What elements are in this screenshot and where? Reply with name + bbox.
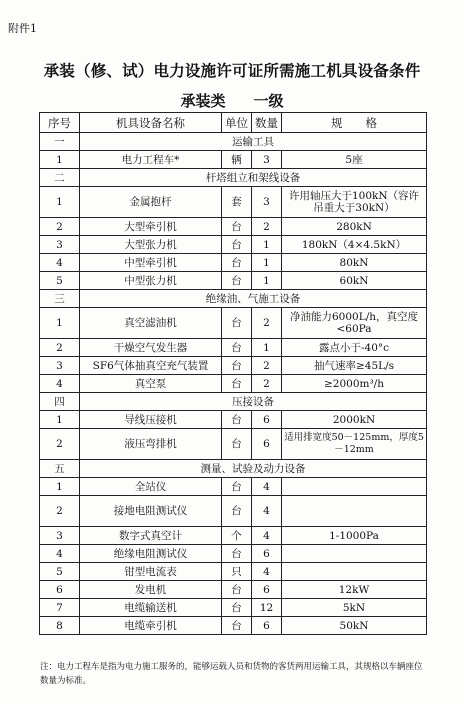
- section-row: [40, 133, 427, 151]
- cell-qty: 1: [252, 272, 282, 290]
- cell-name: 全站仪: [80, 478, 222, 496]
- cell-qty: 2: [252, 218, 282, 236]
- cell-spec: ≥2000m³/h: [282, 375, 427, 393]
- table-row: [40, 187, 427, 218]
- table-row: [40, 308, 427, 339]
- cell-unit: 台: [222, 236, 252, 254]
- cell-spec: [282, 563, 427, 581]
- cell-name: 数字式真空计: [80, 527, 222, 545]
- table-row: [40, 254, 427, 272]
- cell-name: 电缆牵引机: [80, 617, 222, 635]
- cell-spec: 1-1000Pa: [282, 527, 427, 545]
- cell-no: 1: [40, 187, 80, 218]
- cell-no: 4: [40, 545, 80, 563]
- cell-name: 绝缘电阻测试仪: [80, 545, 222, 563]
- cell-unit: 台: [222, 339, 252, 357]
- cell-qty: 2: [252, 357, 282, 375]
- cell-spec: 280kN: [282, 218, 427, 236]
- cell-name: 电缆输送机: [80, 599, 222, 617]
- cell-name: 干燥空气发生器: [80, 339, 222, 357]
- cell-spec: [282, 496, 427, 527]
- section-row: [40, 169, 427, 187]
- cell-name: 电力工程车*: [80, 151, 222, 169]
- cell-name: 接地电阻测试仪: [80, 496, 222, 527]
- footnote: 注：电力工程车是指为电力施工服务的，能够运载人员和货物的客货两用运输工具，其规格以车辆座位数量为标准。: [40, 662, 423, 686]
- cell-spec: [282, 478, 427, 496]
- header-no: 序号: [40, 113, 80, 133]
- section-title: 绝缘油、气施工设备: [80, 290, 427, 308]
- section-number: 五: [40, 460, 80, 478]
- cell-unit: 台: [222, 581, 252, 599]
- section-row: [40, 460, 427, 478]
- cell-no: 1: [40, 308, 80, 339]
- category-label: 承装类: [180, 92, 226, 110]
- section-title: 测量、试验及动力设备: [80, 460, 427, 478]
- cell-unit: 辆: [222, 151, 252, 169]
- level-label: 一级: [253, 92, 284, 110]
- cell-qty: 4: [252, 527, 282, 545]
- section-number: 二: [40, 169, 80, 187]
- cell-spec: 60kN: [282, 272, 427, 290]
- cell-no: 2: [40, 339, 80, 357]
- document-subtitle: [0, 90, 464, 111]
- cell-qty: 2: [252, 308, 282, 339]
- table-row: [40, 429, 427, 460]
- cell-unit: 台: [222, 375, 252, 393]
- section-row: [40, 290, 427, 308]
- table-row: [40, 272, 427, 290]
- cell-no: 2: [40, 218, 80, 236]
- section-number: 三: [40, 290, 80, 308]
- cell-spec: 适用排宽度50－125mm，厚度5－12mm: [282, 429, 427, 460]
- cell-no: 8: [40, 617, 80, 635]
- cell-spec: 露点小于-40°c: [282, 339, 427, 357]
- section-number: 一: [40, 133, 80, 151]
- header-unit: 单位: [222, 113, 252, 133]
- table-row: [40, 496, 427, 527]
- table-row: [40, 545, 427, 563]
- cell-no: 2: [40, 496, 80, 527]
- section-title: 杆塔组立和架线设备: [80, 169, 427, 187]
- cell-qty: 4: [252, 563, 282, 581]
- cell-qty: 4: [252, 478, 282, 496]
- cell-spec: 抽气速率≥45L/s: [282, 357, 427, 375]
- cell-no: 1: [40, 478, 80, 496]
- header-row: [40, 113, 427, 133]
- cell-name: 发电机: [80, 581, 222, 599]
- cell-name: 中型牵引机: [80, 254, 222, 272]
- header-spec: 规 格: [282, 113, 427, 133]
- cell-unit: 台: [222, 496, 252, 527]
- table-row: [40, 599, 427, 617]
- cell-name: 中型张力机: [80, 272, 222, 290]
- cell-name: 金属抱杆: [80, 187, 222, 218]
- cell-unit: 台: [222, 429, 252, 460]
- table-row: [40, 563, 427, 581]
- cell-spec: 5座: [282, 151, 427, 169]
- cell-name: SF6气体抽真空充气装置: [80, 357, 222, 375]
- cell-no: 5: [40, 272, 80, 290]
- cell-spec: 50kN: [282, 617, 427, 635]
- table-row: [40, 339, 427, 357]
- table-row: [40, 375, 427, 393]
- cell-no: 5: [40, 563, 80, 581]
- cell-name: 导线压接机: [80, 411, 222, 429]
- cell-unit: 台: [222, 254, 252, 272]
- cell-qty: 1: [252, 254, 282, 272]
- cell-no: 3: [40, 357, 80, 375]
- cell-spec: 180kN（4×4.5kN）: [282, 236, 427, 254]
- cell-qty: 12: [252, 599, 282, 617]
- table-row: [40, 411, 427, 429]
- cell-qty: 2: [252, 375, 282, 393]
- cell-no: 6: [40, 581, 80, 599]
- header-qty: 数量: [252, 113, 282, 133]
- cell-spec: 净油能力6000L/h，真空度<60Pa: [282, 308, 427, 339]
- cell-qty: 6: [252, 429, 282, 460]
- cell-name: 钳型电流表: [80, 563, 222, 581]
- cell-spec: [282, 545, 427, 563]
- cell-unit: 台: [222, 599, 252, 617]
- cell-qty: 6: [252, 617, 282, 635]
- cell-unit: 台: [222, 357, 252, 375]
- cell-no: 1: [40, 411, 80, 429]
- cell-unit: 台: [222, 308, 252, 339]
- cell-spec: 2000kN: [282, 411, 427, 429]
- cell-qty: 3: [252, 151, 282, 169]
- cell-unit: 台: [222, 411, 252, 429]
- cell-name: 大型牵引机: [80, 218, 222, 236]
- cell-unit: 套: [222, 187, 252, 218]
- cell-name: 液压弯排机: [80, 429, 222, 460]
- cell-no: 3: [40, 236, 80, 254]
- cell-name: 真空滤油机: [80, 308, 222, 339]
- table-row: [40, 617, 427, 635]
- cell-unit: 个: [222, 527, 252, 545]
- cell-name: 大型张力机: [80, 236, 222, 254]
- cell-unit: 只: [222, 563, 252, 581]
- cell-no: 7: [40, 599, 80, 617]
- cell-spec: 12kW: [282, 581, 427, 599]
- document-title: 承装（修、试）电力设施许可证所需施工机具设备条件: [43, 61, 421, 80]
- table-row: [40, 357, 427, 375]
- equipment-table: [39, 112, 427, 635]
- table-row: [40, 581, 427, 599]
- cell-qty: 4: [252, 496, 282, 527]
- cell-qty: 1: [252, 236, 282, 254]
- cell-no: 4: [40, 375, 80, 393]
- cell-no: 4: [40, 254, 80, 272]
- cell-no: 2: [40, 429, 80, 460]
- cell-spec: 5kN: [282, 599, 427, 617]
- cell-unit: 台: [222, 218, 252, 236]
- table-row: [40, 218, 427, 236]
- cell-name: 真空泵: [80, 375, 222, 393]
- table-row: [40, 151, 427, 169]
- attachment-label: 附件1: [8, 22, 37, 35]
- cell-no: 3: [40, 527, 80, 545]
- cell-qty: 6: [252, 411, 282, 429]
- cell-qty: 6: [252, 545, 282, 563]
- cell-unit: 台: [222, 272, 252, 290]
- cell-qty: 1: [252, 339, 282, 357]
- cell-spec: 80kN: [282, 254, 427, 272]
- section-number: 四: [40, 393, 80, 411]
- header-name: 机具设备名称: [80, 113, 222, 133]
- cell-unit: 台: [222, 478, 252, 496]
- cell-unit: 台: [222, 545, 252, 563]
- table-row: [40, 236, 427, 254]
- cell-qty: 3: [252, 187, 282, 218]
- table-row: [40, 478, 427, 496]
- cell-qty: 6: [252, 581, 282, 599]
- cell-unit: 台: [222, 617, 252, 635]
- cell-no: 1: [40, 151, 80, 169]
- section-row: [40, 393, 427, 411]
- section-title: 压接设备: [80, 393, 427, 411]
- table-body: [40, 133, 427, 635]
- section-title: 运输工具: [80, 133, 427, 151]
- cell-spec: 许用轴压大于100kN（容许吊重大于30kN）: [282, 187, 427, 218]
- table-row: [40, 527, 427, 545]
